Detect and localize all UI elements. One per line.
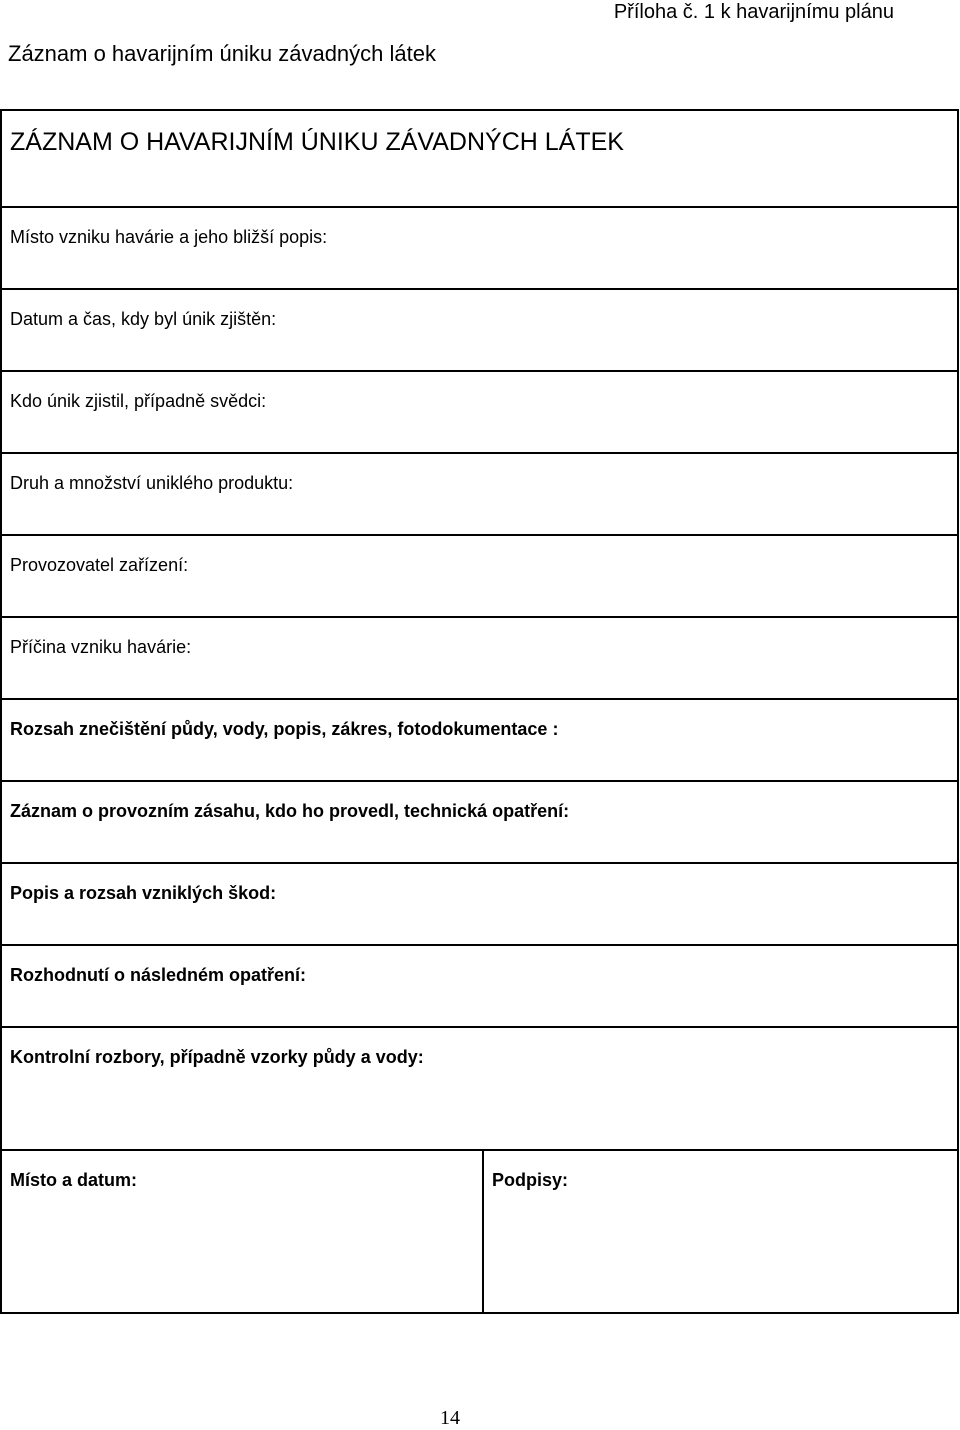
field-label: Datum a čas, kdy byl únik zjištěn: (10, 309, 277, 329)
document-title: Záznam o havarijním úniku závadných látek (8, 41, 436, 66)
field-signatures[interactable] (483, 1150, 958, 1313)
field-incident-cause[interactable] (1, 617, 958, 699)
field-detected-by[interactable] (1, 371, 958, 453)
field-follow-up-decision[interactable] (1, 945, 958, 1027)
field-control-analyses[interactable] (1, 1027, 958, 1150)
incident-record-form (0, 109, 959, 1314)
field-intervention-record[interactable] (1, 781, 958, 863)
field-facility-operator[interactable] (1, 535, 958, 617)
field-label: Kdo únik zjistil, případně svědci: (10, 391, 267, 411)
page-number: 14 (440, 1407, 460, 1429)
form-title: ZÁZNAM O HAVARIJNÍM ÚNIKU ZÁVADNÝCH LÁTEK (10, 128, 624, 156)
field-label: Místo vzniku havárie a jeho bližší popis: (10, 227, 328, 247)
field-label: Příčina vzniku havárie: (10, 637, 192, 657)
form-title-cell (1, 110, 958, 207)
signatures-label: Podpisy: (492, 1170, 569, 1190)
field-product-type-amount[interactable] (1, 453, 958, 535)
field-label: Kontrolní rozbory, případně vzorky půdy a vody: (10, 1047, 424, 1067)
place-date-label: Místo a datum: (10, 1170, 138, 1190)
field-place-and-date[interactable] (1, 1150, 483, 1313)
appendix-reference: Příloha č. 1 k havarijnímu plánu (613, 1, 894, 23)
field-label: Popis a rozsah vzniklých škod: (10, 883, 277, 903)
field-damage-description[interactable] (1, 863, 958, 945)
field-detection-datetime[interactable] (1, 289, 958, 371)
field-label: Rozhodnutí o následném opatření: (10, 965, 306, 985)
field-label: Druh a množství uniklého produktu: (10, 473, 294, 493)
field-label: Provozovatel zařízení: (10, 555, 189, 575)
field-label: Rozsah znečištění půdy, vody, popis, zákres, fotodokumentace : (10, 719, 559, 739)
field-label: Záznam o provozním zásahu, kdo ho provedl, technická opatření: (10, 801, 570, 821)
field-incident-location[interactable] (1, 207, 958, 289)
field-contamination-extent[interactable] (1, 699, 958, 781)
